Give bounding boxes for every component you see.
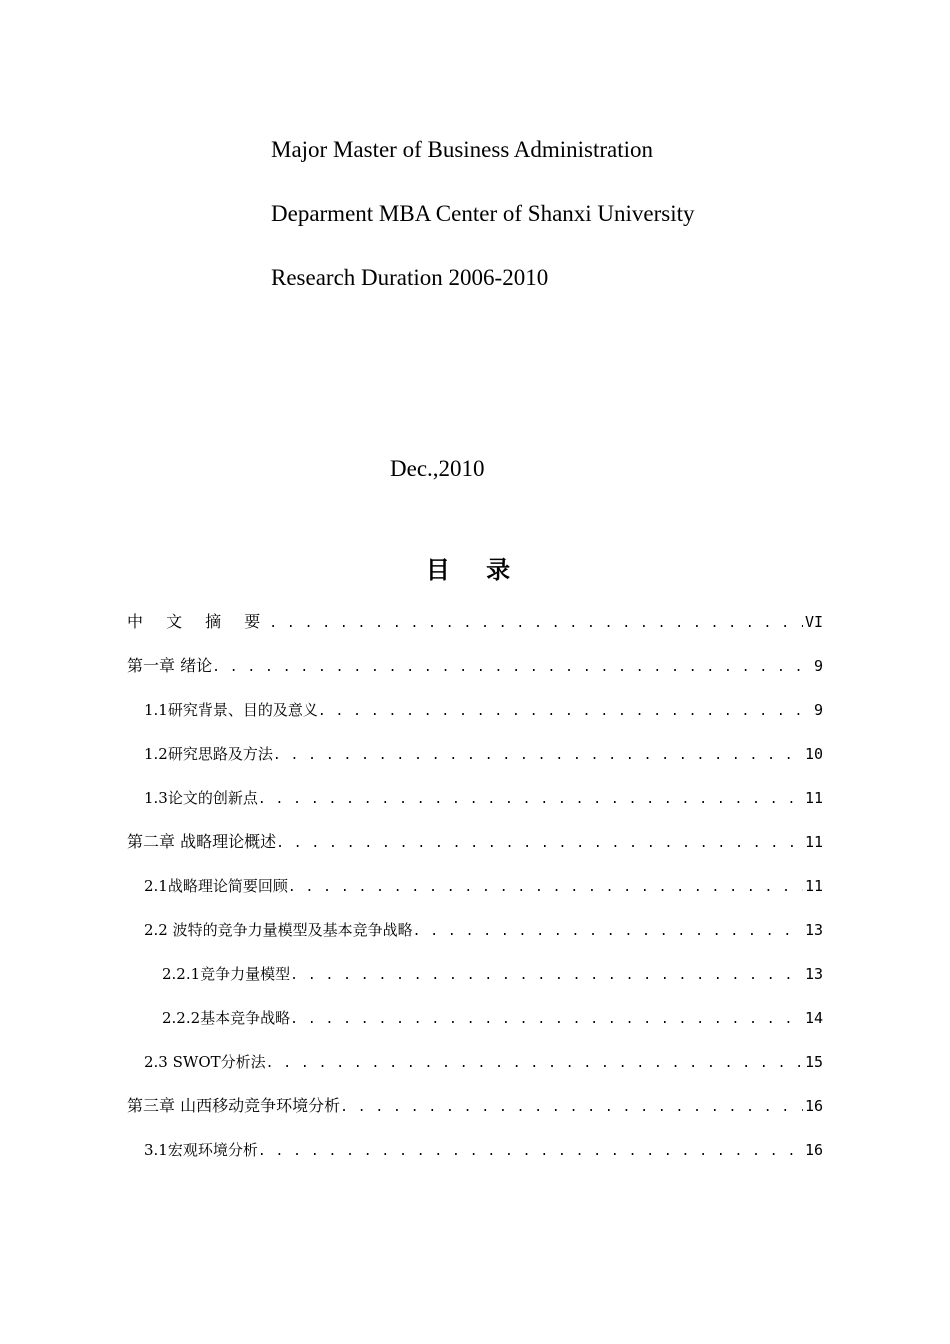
toc-entry-page-number: 11 [804, 833, 823, 851]
toc-entry-label: 1.1研究背景、目的及意义 [144, 701, 318, 719]
toc-entry-label: 2.2 波特的竞争力量模型及基本竞争战略 [144, 921, 413, 939]
dot-leader [266, 1047, 803, 1081]
toc-entry-page-number: 13 [804, 965, 823, 983]
toc-entry-label: 2.2.1竞争力量模型 [162, 965, 291, 983]
toc-entry-page-number: 16 [804, 1097, 823, 1115]
dot-leader [340, 1091, 803, 1125]
dot-leader [258, 1135, 803, 1169]
dot-leader [276, 827, 803, 861]
toc-entry-label: 1.3论文的创新点 [144, 789, 258, 807]
toc-entry[interactable] [127, 957, 823, 1001]
table-of-contents [127, 605, 823, 1177]
dot-leader [288, 871, 803, 905]
toc-entry[interactable] [127, 781, 823, 825]
toc-entry-page-number: 14 [804, 1009, 823, 1027]
major-line: Major Master of Business Administration [271, 137, 654, 162]
dot-leader [318, 695, 812, 729]
toc-entry-page-number: 11 [804, 877, 823, 895]
toc-entry[interactable] [127, 1089, 823, 1133]
toc-title: 目 录 [425, 556, 525, 584]
toc-entry[interactable] [127, 693, 823, 737]
department-line: Deparment MBA Center of Shanxi University [271, 201, 695, 226]
date-line: Dec.,2010 [390, 456, 485, 481]
toc-entry[interactable] [127, 605, 823, 649]
toc-entry-label: 中 文 摘 要 [127, 612, 270, 631]
toc-entry-label: 2.3 SWOT分析法 [144, 1053, 266, 1071]
dot-leader [212, 651, 812, 685]
toc-entry[interactable] [127, 1045, 823, 1089]
dot-leader [269, 607, 803, 641]
dot-leader [290, 1003, 803, 1037]
toc-entry-page-number: 15 [804, 1053, 823, 1071]
toc-entry-label: 3.1宏观环境分析 [144, 1141, 258, 1159]
dot-leader [258, 783, 803, 817]
duration-line: Research Duration 2006-2010 [271, 265, 549, 290]
toc-entry-page-number: 16 [804, 1141, 823, 1159]
toc-entry-label: 1.2研究思路及方法 [144, 745, 273, 763]
toc-entry-page-number: 11 [804, 789, 823, 807]
toc-entry[interactable] [127, 913, 823, 957]
dot-leader [290, 959, 803, 993]
dot-leader [413, 915, 803, 949]
toc-entry-page-number: 13 [804, 921, 823, 939]
toc-entry-label: 第二章 战略理论概述 [127, 832, 277, 851]
toc-entry[interactable] [127, 649, 823, 693]
toc-entry-page-number: 10 [804, 745, 823, 763]
toc-entry[interactable] [127, 1001, 823, 1045]
toc-entry[interactable] [127, 737, 823, 781]
dot-leader [273, 739, 803, 773]
toc-entry-label: 2.1战略理论简要回顾 [144, 877, 288, 895]
toc-entry-label: 第一章 绪论 [127, 656, 213, 675]
toc-entry-page-number: 9 [813, 701, 823, 719]
toc-entry-label: 第三章 山西移动竞争环境分析 [127, 1096, 341, 1115]
toc-entry[interactable] [127, 869, 823, 913]
toc-entry-label: 2.2.2基本竞争战略 [162, 1009, 291, 1027]
toc-entry[interactable] [127, 1133, 823, 1177]
toc-entry-page-number: VI [804, 613, 823, 631]
toc-entry-page-number: 9 [813, 657, 823, 675]
toc-entry[interactable] [127, 825, 823, 869]
